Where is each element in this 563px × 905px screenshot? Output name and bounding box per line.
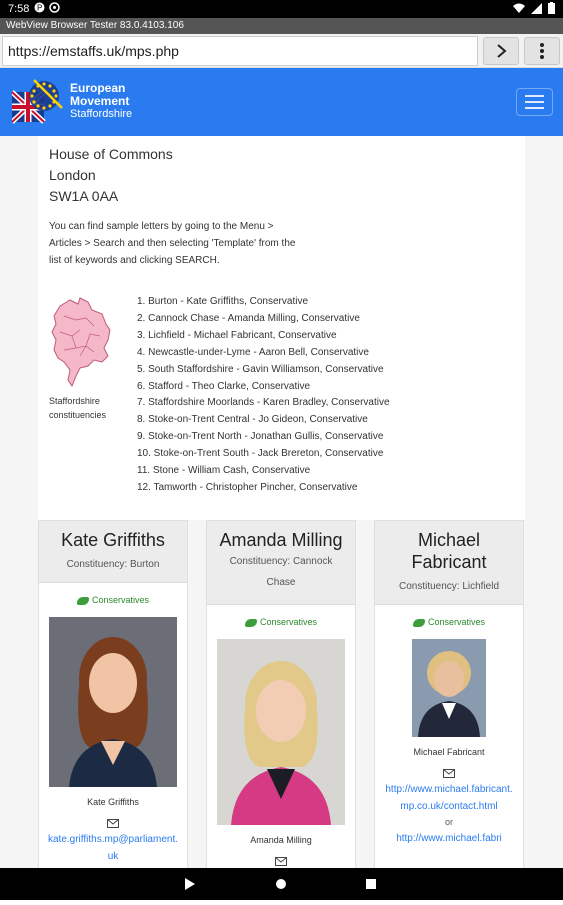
photo-caption: Amanda Milling <box>250 835 312 845</box>
mp-constituency: Constituency: Burton <box>66 559 160 570</box>
url-bar <box>0 34 563 68</box>
notification-dot-icon <box>49 2 60 13</box>
wifi-icon <box>513 3 525 14</box>
mp-photo <box>217 639 345 825</box>
site-navbar <box>0 68 563 136</box>
staffordshire-map <box>50 296 112 388</box>
more-vert-icon <box>540 43 544 59</box>
list-item: 2. Cannock Chase - Amanda Milling, Conservative <box>137 312 360 324</box>
signal-icon <box>531 3 542 14</box>
nav-toggle-button[interactable] <box>516 88 553 116</box>
party-label: Conservatives <box>259 617 318 627</box>
mp-constituency: Constituency: Cannock Chase <box>229 556 333 588</box>
notification-icon <box>34 2 45 13</box>
contact-link[interactable]: http://www.michael.fabricant.mp.co.uk/contact.html <box>385 784 513 812</box>
list-item: 8. Stoke-on-Trent Central - Jo Gideon, Conservative <box>137 414 368 426</box>
svg-text:P: P <box>37 3 43 13</box>
status-bar <box>0 0 563 18</box>
address-line: London <box>49 167 96 183</box>
list-item: 3. Lichfield - Michael Fabricant, Conservative <box>137 329 337 341</box>
envelope-icon <box>107 819 119 828</box>
brand-line2: Movement <box>70 94 130 108</box>
envelope-icon <box>443 769 455 778</box>
mp-photo <box>412 639 486 737</box>
brand-line1: European <box>70 81 126 95</box>
party-badge <box>375 617 523 631</box>
url-input[interactable] <box>2 36 478 66</box>
mp-constituency: Constituency: Lichfield <box>398 581 500 592</box>
email-link[interactable]: kate.griffiths.mp@parliament.uk <box>47 834 179 862</box>
parliament-address <box>49 144 173 207</box>
intro-text: You can find sample letters by going to the Menu > Articles > Search and then selecting 'Template' from the list of keywords and clicking SEARCH. <box>49 221 296 266</box>
list-item: 7. Staffordshire Moorlands - Karen Bradley, Conservative <box>137 397 390 409</box>
conservative-tree-icon <box>245 619 257 627</box>
map-caption: Staffordshire constituencies <box>49 396 107 420</box>
site-brand[interactable] <box>70 82 132 121</box>
link-separator: or <box>444 817 453 827</box>
list-item: 9. Stoke-on-Trent North - Jonathan Gullis, Conservative <box>137 431 384 443</box>
nav-buttons <box>0 868 563 900</box>
list-item: 4. Newcastle-under-Lyme - Aaron Bell, Conservative <box>137 346 369 358</box>
mp-name: Michael Fabricant <box>411 530 487 572</box>
mp-card <box>374 520 524 868</box>
page-content <box>0 136 563 868</box>
mp-card-header <box>207 521 355 605</box>
list-item: 10. Stoke-on-Trent South - Jack Brereton, Conservative <box>137 448 384 460</box>
recents-icon[interactable] <box>366 879 376 889</box>
mp-card <box>206 520 356 868</box>
party-label: Conservatives <box>427 617 486 627</box>
hamburger-icon <box>525 95 544 97</box>
home-icon[interactable] <box>276 879 286 889</box>
photo-caption: Kate Griffiths <box>87 797 139 807</box>
mp-portrait-image <box>49 617 177 787</box>
android-nav-bar <box>0 868 563 900</box>
party-badge <box>39 595 187 609</box>
party-label: Conservatives <box>91 595 150 605</box>
mp-portrait-image <box>217 639 345 825</box>
mp-portrait-image <box>412 639 486 737</box>
list-item: 12. Tamworth - Christopher Pincher, Conservative <box>137 481 358 493</box>
mp-card-header <box>39 521 187 583</box>
status-time: 7:58 <box>8 3 30 15</box>
mp-card-header <box>375 521 523 605</box>
list-item: 5. South Staffordshire - Gavin Williamson, Conservative <box>137 363 384 375</box>
site-logo[interactable] <box>12 78 64 124</box>
conservative-tree-icon <box>77 597 89 605</box>
notification-icons <box>34 2 60 13</box>
mp-card <box>38 520 188 868</box>
go-button[interactable] <box>483 37 519 65</box>
list-item: 6. Stafford - Theo Clarke, Conservative <box>137 380 311 392</box>
address-line: SW1A 0AA <box>49 188 119 204</box>
party-badge <box>207 617 355 631</box>
brand-line3: Staffordshire <box>70 108 133 120</box>
mp-name: Kate Griffiths <box>61 530 165 550</box>
list-item: 11. Stone - William Cash, Conservative <box>137 465 311 477</box>
battery-icon <box>548 2 555 14</box>
envelope-icon <box>275 857 287 866</box>
chevron-right-icon <box>495 44 507 58</box>
address-line: House of Commons <box>49 146 173 162</box>
list-item: 1. Burton - Kate Griffiths, Conservative <box>137 296 309 307</box>
conservative-tree-icon <box>413 619 425 627</box>
website-link[interactable]: http://www.michael.fabri <box>396 833 502 844</box>
browser-title: WebView Browser Tester 83.0.4103.106 <box>0 18 563 34</box>
photo-caption: Michael Fabricant <box>413 747 485 757</box>
back-icon[interactable] <box>185 878 195 890</box>
mp-name: Amanda Milling <box>219 530 343 550</box>
info-panel <box>38 136 525 520</box>
mp-list <box>137 294 390 497</box>
overflow-menu-button[interactable] <box>524 37 560 65</box>
mp-photo <box>49 617 177 787</box>
